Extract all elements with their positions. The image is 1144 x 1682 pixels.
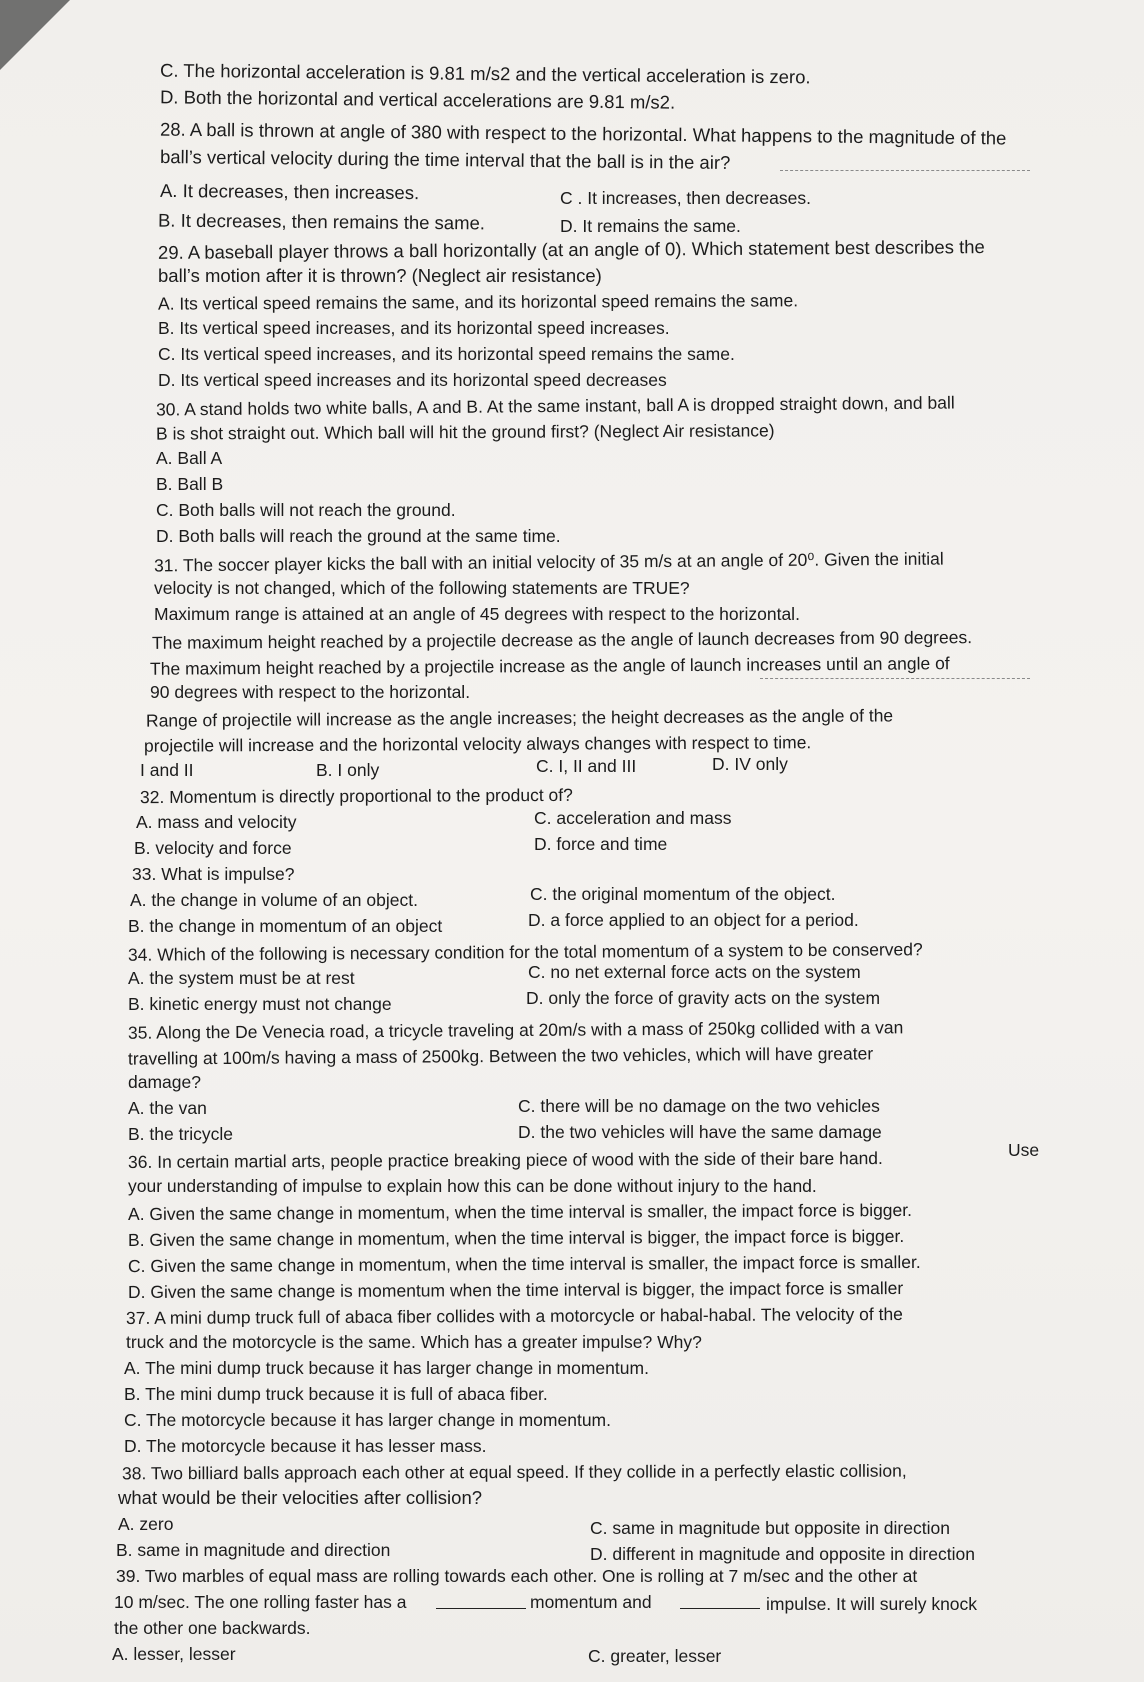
q33-stem: 33. What is impulse?	[132, 864, 295, 884]
q31-statement-1: Maximum range is attained at an angle of 45 degrees with respect to the horizontal.	[154, 604, 800, 624]
q37-option-a: A. The mini dump truck because it has larger change in momentum.	[124, 1358, 649, 1378]
q32-stem: 32. Momentum is directly proportional to the product of?	[139, 784, 573, 808]
q30-stem-1: 30. A stand holds two white balls, A and B. At the same instant, ball A is dropped straight down, and ball	[155, 392, 955, 420]
q29-stem-2: ball’s motion after it is thrown? (Neglect air resistance)	[158, 265, 602, 286]
q31-statement-3a: The maximum height reached by a projectile increase as the angle of launch increases until an angle of	[149, 653, 950, 679]
q34-option-a: A. the system must be at rest	[128, 968, 355, 988]
q27-option-d: D. Both the horizontal and vertical accelerations are 9.81 m/s2.	[159, 86, 676, 113]
q30-option-b: B. Ball B	[156, 474, 224, 494]
q38-option-a: A. zero	[118, 1514, 174, 1534]
q37-stem-2: truck and the motorcycle is the same. Which has a greater impulse? Why?	[126, 1332, 702, 1352]
q34-option-d: D. only the force of gravity acts on the system	[526, 988, 881, 1008]
q36-stem-use: Use	[1008, 1140, 1040, 1160]
q29-stem-1: 29. A baseball player throws a ball horizontally (at an angle of 0). Which statement best describes the	[157, 236, 985, 263]
q37-stem-1: 37. A mini dump truck full of abaca fiber collides with a motorcycle or habal-habal. The velocity of the	[125, 1303, 903, 1329]
q30-stem-2: B is shot straight out. Which ball will hit the ground first? (Neglect Air resistance)	[155, 420, 775, 444]
q32-option-b: B. velocity and force	[134, 838, 292, 858]
q31-stem-1: 31. The soccer player kicks the ball with an initial velocity of 35 m/s at an angle of 20⁰. Given the initial	[153, 548, 944, 576]
q31-option-d: D. IV only	[712, 754, 788, 774]
q35-option-d: D. the two vehicles will have the same damage	[518, 1122, 882, 1142]
q33-option-a: A. the change in volume of an object.	[130, 890, 418, 910]
q30-option-d: D. Both balls will reach the ground at the same time.	[156, 526, 561, 546]
q33-option-c: C. the original momentum of the object.	[530, 884, 836, 904]
q36-option-b: B. Given the same change in momentum, when the time interval is bigger, the impact force is bigger.	[127, 1225, 905, 1251]
q39-option-a: A. lesser, lesser	[112, 1644, 236, 1664]
q36-option-c: C. Given the same change in momentum, when the time interval is smaller, the impact force is smaller.	[127, 1251, 921, 1277]
q29-option-d: D. Its vertical speed increases and its horizontal speed decreases	[158, 370, 667, 390]
q39-stem-2a: 10 m/sec. The one rolling faster has a	[114, 1592, 407, 1612]
q29-option-b: B. Its vertical speed increases, and its horizontal speed increases.	[158, 318, 670, 338]
q28-stem-2: ball’s vertical velocity during the time interval that the ball is in the air?	[159, 146, 731, 173]
q29-option-c: C. Its vertical speed increases, and its horizontal speed remains the same.	[158, 344, 735, 364]
answer-blank-2	[680, 1594, 760, 1609]
q38-stem-1: 38. Two billiard balls approach each other at equal speed. If they collide in a perfectly elastic collision,	[121, 1460, 907, 1484]
q37-option-c: C. The motorcycle because it has larger change in momentum.	[124, 1410, 611, 1430]
q38-option-c: C. same in magnitude but opposite in direction	[590, 1518, 950, 1538]
q32-option-c: C. acceleration and mass	[534, 808, 732, 828]
divider	[780, 170, 1030, 171]
q31-statement-2: The maximum height reached by a projectile decrease as the angle of launch decreases from 90 degrees.	[151, 627, 973, 653]
divider	[760, 678, 1030, 679]
q28-option-b: B. It decreases, then remains the same.	[157, 209, 486, 234]
q31-statement-3b: 90 degrees with respect to the horizontal.	[150, 682, 471, 702]
q39-stem-1: 39. Two marbles of equal mass are rolling towards each other. One is rolling at 7 m/sec and the other at	[116, 1566, 918, 1586]
q31-option-c: C. I, II and III	[536, 756, 637, 776]
q30-option-c: C. Both balls will not reach the ground.	[156, 500, 456, 520]
q39-stem-3: the other one backwards.	[114, 1618, 311, 1638]
q34-option-c: C. no net external force acts on the system	[528, 962, 861, 982]
q35-stem-3: damage?	[128, 1072, 201, 1092]
q35-option-c: C. there will be no damage on the two vehicles	[518, 1096, 880, 1116]
q35-stem-1: 35. Along the De Venecia road, a tricycle traveling at 20m/s with a mass of 250kg collided with a van	[127, 1017, 904, 1043]
q35-stem-2: travelling at 100m/s having a mass of 2500kg. Between the two vehicles, which will have greater	[127, 1043, 874, 1069]
q34-option-b: B. kinetic energy must not change	[128, 994, 392, 1014]
answer-blank-1	[436, 1594, 526, 1609]
q31-statement-4a: Range of projectile will increase as the angle increases; the height decreases as the angle of the	[145, 705, 894, 731]
q31-stem-2: velocity is not changed, which of the following statements are TRUE?	[154, 578, 690, 598]
q39-stem-2b: momentum and	[530, 1592, 652, 1612]
q38-option-b: B. same in magnitude and direction	[116, 1540, 391, 1560]
q32-option-a: A. mass and velocity	[136, 812, 297, 832]
q31-option-a: I and II	[140, 760, 194, 780]
q29-option-a: A. Its vertical speed remains the same, and its horizontal speed remains the same.	[157, 290, 799, 314]
q30-option-a: A. Ball A	[156, 448, 223, 468]
q28-option-c: C . It increases, then decreases.	[560, 188, 811, 208]
q28-option-d: D. It remains the same.	[560, 216, 741, 236]
q38-option-d: D. different in magnitude and opposite in direction	[590, 1544, 975, 1564]
q28-stem-1: 28. A ball is thrown at angle of 380 with respect to the horizontal. What happens to the magnitude of the	[159, 118, 1007, 149]
q32-option-d: D. force and time	[534, 834, 668, 854]
q36-stem-1: 36. In certain martial arts, people practice breaking piece of wood with the side of their bare hand.	[127, 1148, 883, 1172]
q39-option-c: C. greater, lesser	[588, 1646, 722, 1666]
q36-option-a: A. Given the same change in momentum, when the time interval is smaller, the impact force is bigger.	[127, 1199, 913, 1225]
q39-stem-2c: impulse. It will surely knock	[766, 1594, 978, 1614]
q35-option-b: B. the tricycle	[128, 1124, 234, 1144]
q36-stem-2: your understanding of impulse to explain how this can be done without injury to the hand.	[128, 1176, 817, 1196]
q28-option-a: A. It decreases, then increases.	[159, 179, 420, 204]
q37-option-d: D. The motorcycle because it has lesser mass.	[124, 1436, 487, 1456]
q34-stem: 34. Which of the following is necessary condition for the total momentum of a system to be conserved?	[127, 939, 923, 965]
q31-statement-4b: projectile will increase and the horizontal velocity always changes with respect to time.	[143, 732, 812, 756]
q27-option-c: C. The horizontal acceleration is 9.81 m/s2 and the vertical acceleration is zero.	[159, 59, 811, 88]
page-corner-fold	[0, 0, 70, 70]
q33-option-b: B. the change in momentum of an object	[128, 916, 443, 936]
q38-stem-2: what would be their velocities after collision?	[118, 1487, 483, 1508]
q31-option-b: B. I only	[316, 760, 380, 780]
q33-option-d: D. a force applied to an object for a period.	[528, 910, 859, 930]
q36-option-d: D. Given the same change is momentum when the time interval is bigger, the impact force is smaller	[127, 1277, 904, 1303]
q35-option-a: A. the van	[128, 1098, 207, 1118]
q37-option-b: B. The mini dump truck because it is full of abaca fiber.	[124, 1384, 548, 1404]
